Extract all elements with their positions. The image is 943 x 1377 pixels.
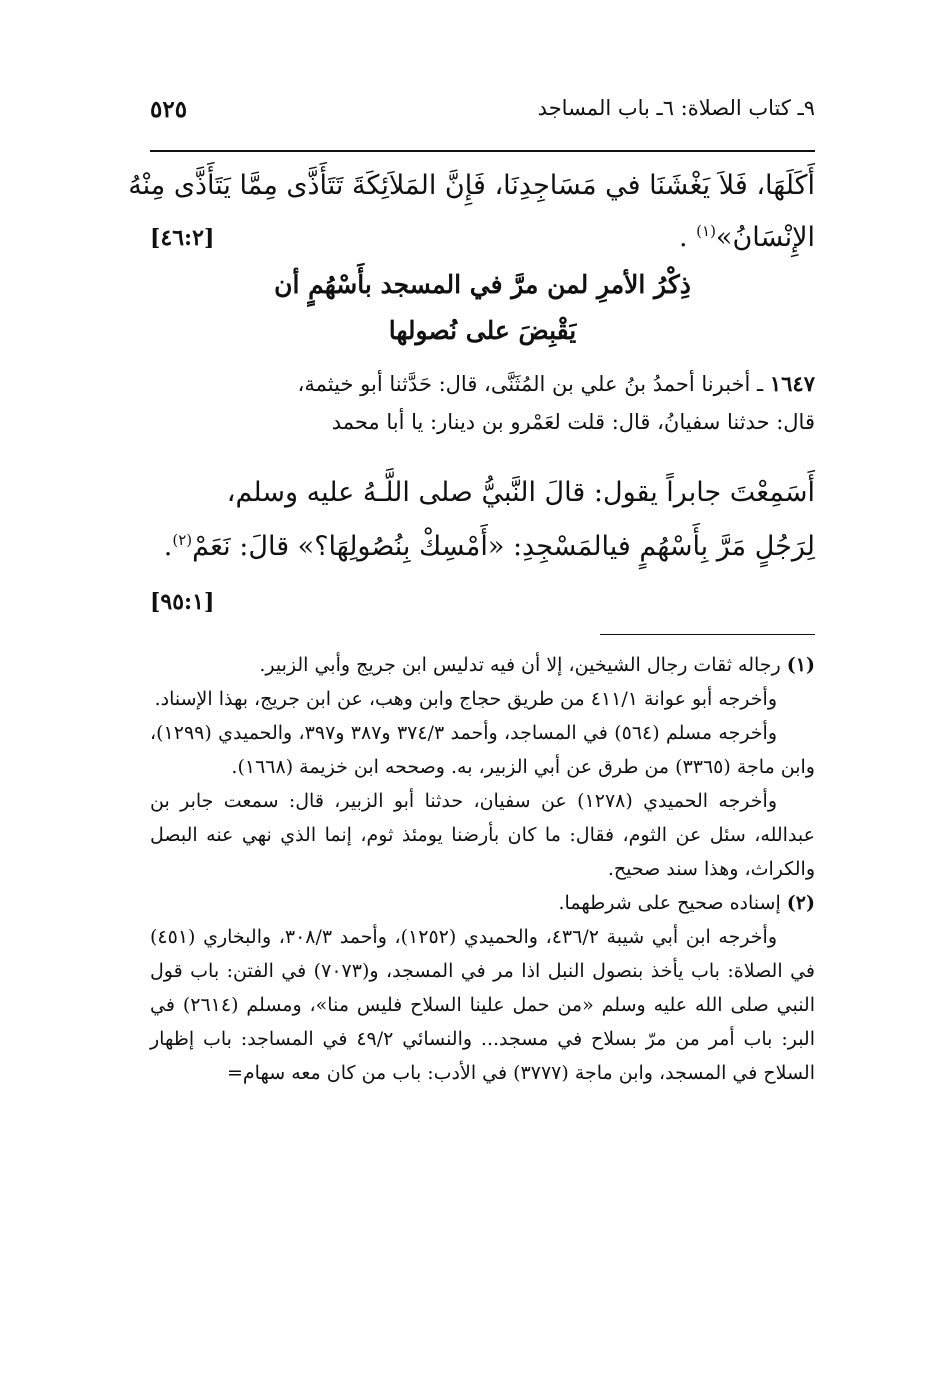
hadith-line: الإِنْسَانُ»$^{(١)}$ . [٤٦:٢] (150, 212, 815, 264)
hadith-number: ١٦٤٧ (769, 371, 815, 396)
hadith-reference: [٤٦:٢] (150, 225, 215, 251)
chapter-heading-line: يَقْبِضَ على نُصولها (388, 316, 577, 345)
footnote-text: رجاله ثقات رجال الشيخين، إلا أن فيه تدليس ابن جريج وأبي الزبير. (259, 654, 781, 676)
previous-hadith-continuation (128, 160, 815, 264)
footnote-text: إسناده صحيح على شرطهما. (558, 892, 781, 914)
hadith-matn (150, 466, 815, 629)
hadith-isnad (150, 365, 815, 441)
footnote-paragraph: وأخرجه أبو عوانة ٤١١/١ من طريق حجاج وابن وهب، عن ابن جريج، بهذا الإسناد. (154, 688, 777, 710)
footnote-marker: (٢) (172, 531, 193, 549)
hadith-line: أَكَلَهَا، فَلاَ يَغْشَنَا في مَسَاجِدِنَا، فَإِنَّ المَلاَئِكَةَ تَتَأَذَّى مِمَّا يَتَأَذَّى مِنْهُ (128, 170, 815, 201)
footnote-paragraph: وأخرجه الحميدي (١٢٧٨) عن سفيان، حدثنا أبو الزبير، قال: سمعت جابر بن عبدالله، سئل عن الثوم، فقال: ما كان بأرضنا يومئذ ثوم، إنما الذي نهي عنه البصل والكراث، وهذا سند صحيح. (150, 790, 815, 880)
footnotes (150, 648, 815, 1090)
page-header (150, 96, 815, 130)
hadith-line: أَسَمِعْتَ جابراً يقول: قالَ النَّبيُّ صلى اللَّـهُ عليه وسلم، (226, 477, 815, 508)
hadith-line-text: الإِنْسَانُ» (715, 222, 815, 253)
footnote-2 (150, 886, 815, 920)
footnote-marker: (١) (696, 222, 716, 240)
footnote-rule (600, 634, 815, 635)
footnote-number: (٢) (786, 892, 815, 914)
page-number: ٥٢٥ (150, 96, 188, 123)
chapter-heading-line: ذِكْرُ الأمرِ لمن مرَّ في المسجد بأَسْهُمٍ أن (274, 270, 691, 299)
chapter-heading (150, 262, 815, 354)
isnad-text: ـ أخبرنا أحمدُ بنُ علي بن المُثَنَّى، قال: حَدَّثنا أبو خيثمة، (297, 372, 764, 396)
hadith-reference: [٩٥:١] (150, 589, 215, 615)
footnote-paragraph: وأخرجه مسلم (٥٦٤) في المساجد، وأحمد ٣٧٤/٣ و٣٨٧ و٣٩٧، والحميدي (١٢٩٩)، وابن ماجة (٣٣٦٥) من طرق عن أبي الزبير، به. وصححه ابن خزيمة (١٦٦٨). (150, 722, 815, 778)
footnote-paragraph: وأخرجه ابن أبي شيبة ٤٣٦/٢، والحميدي (١٢٥٢)، وأحمد ٣٠٨/٣، والبخاري (٤٥١) في الصلاة: باب يأخذ بنصول النبل اذا مر في المسجد، و(٧٠٧٣) في الفتن: باب قول النبي صلى الله عليه وسلم «من حمل علينا السلاح فليس منا»، ومسلم (٢٦١٤) في البر: باب أمر من مرّ بسلاح في مسجد... والنسائي ٤٩/٢ في المساجد: باب إظهار السلاح في المسجد، وابن ماجة (٣٧٧٧) في الأدب: باب من كان معه سهام= (150, 926, 816, 1084)
isnad-line: قال: حدثنا سفيانُ، قال: قلت لعَمْرو بن دينار: يا أبا محمد (331, 410, 815, 434)
running-title: ٩ـ كتاب الصلاة: ٦ـ باب المساجد (537, 96, 815, 120)
header-rule (150, 150, 815, 152)
footnote-number: (١) (786, 654, 815, 676)
footnote-1 (150, 648, 815, 682)
isnad-line (150, 365, 815, 403)
hadith-line-text: لِرَجُلٍ مَرَّ بِأَسْهُمٍ فيالمَسْجِدِ: «أَمْسِكْ بِنُصُولِهَا؟» قالَ: نَعَمْ (192, 531, 815, 562)
hadith-line: لِرَجُلٍ مَرَّ بِأَسْهُمٍ فيالمَسْجِدِ: «أَمْسِكْ بِنُصُولِهَا؟» قالَ: نَعَمْ$^{(٢)}$. (163, 531, 815, 562)
